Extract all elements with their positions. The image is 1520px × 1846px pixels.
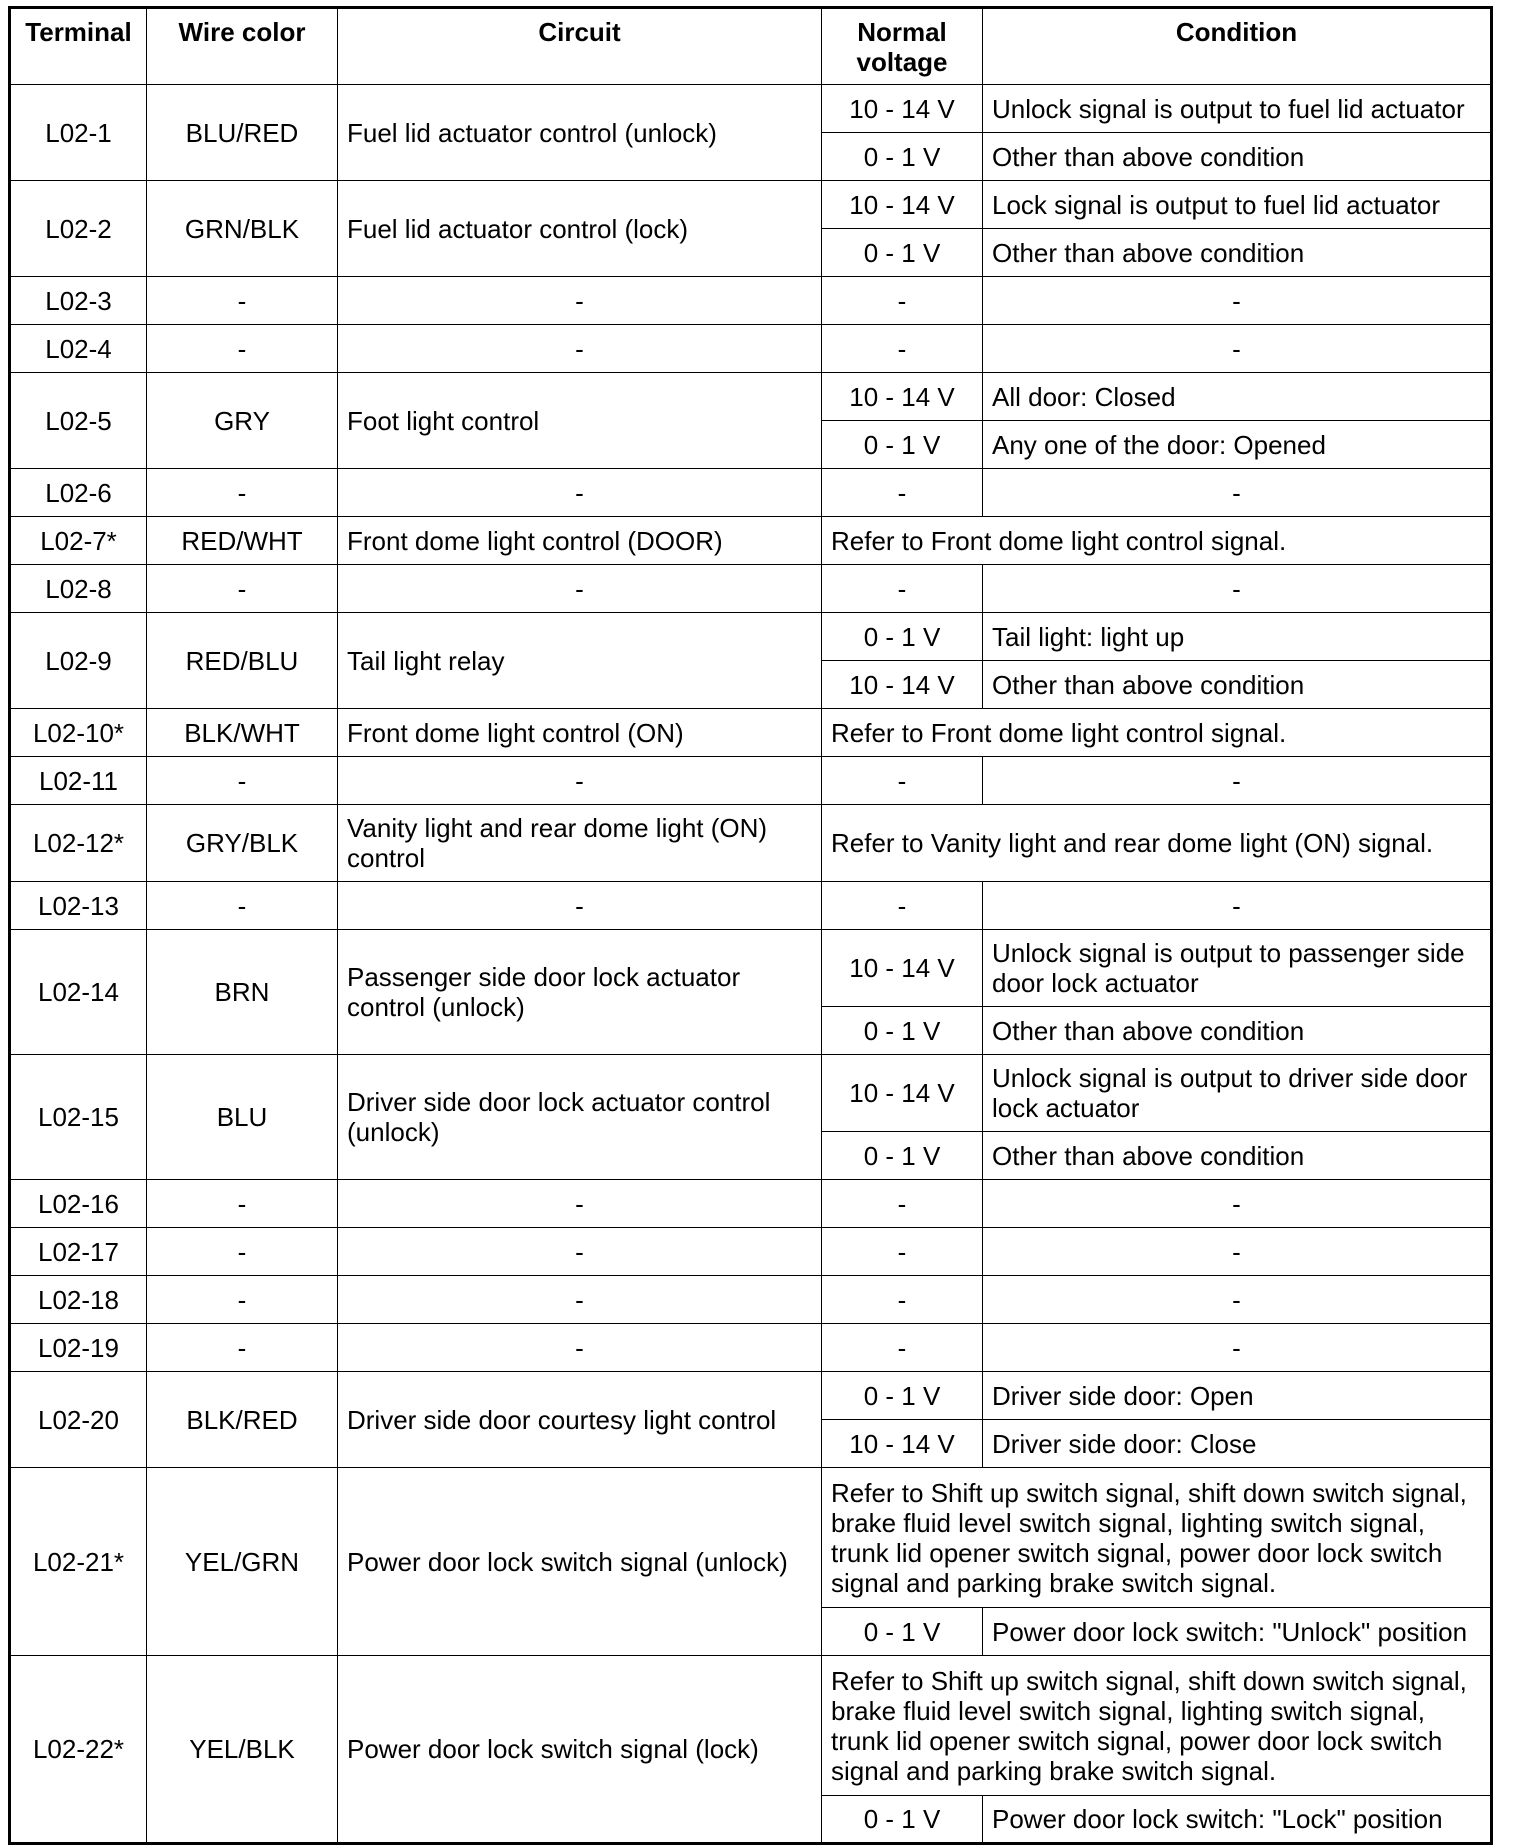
refer-cell: Refer to Shift up switch signal, shift down switch signal, brake fluid level switch signal, lighting switch signal, trunk lid opener switch signal, power door lock switch signal and parking brake switch signal. bbox=[822, 1656, 1492, 1796]
wire-color-cell: GRN/BLK bbox=[147, 181, 338, 277]
voltage-cell: 0 - 1 V bbox=[822, 133, 983, 181]
terminal-cell: L02-15 bbox=[10, 1055, 147, 1180]
condition-cell: Driver side door: Open bbox=[983, 1372, 1492, 1420]
wire-color-cell: - bbox=[147, 1324, 338, 1372]
wire-color-cell: BLK/WHT bbox=[147, 709, 338, 757]
terminal-cell: L02-11 bbox=[10, 757, 147, 805]
wire-color-cell: - bbox=[147, 1180, 338, 1228]
table-row bbox=[10, 1656, 1492, 1796]
condition-cell: Other than above condition bbox=[983, 133, 1492, 181]
table-row bbox=[10, 373, 1492, 421]
voltage-cell: 10 - 14 V bbox=[822, 181, 983, 229]
table-row bbox=[10, 277, 1492, 325]
header-circuit: Circuit bbox=[338, 8, 822, 85]
voltage-cell: 10 - 14 V bbox=[822, 930, 983, 1007]
circuit-cell: - bbox=[338, 882, 822, 930]
table-row bbox=[10, 757, 1492, 805]
circuit-cell: - bbox=[338, 1228, 822, 1276]
header-condition: Condition bbox=[983, 8, 1492, 85]
voltage-cell: 0 - 1 V bbox=[822, 1007, 983, 1055]
wire-color-cell: BLK/RED bbox=[147, 1372, 338, 1468]
circuit-cell: Driver side door lock actuator control (unlock) bbox=[338, 1055, 822, 1180]
voltage-cell: - bbox=[822, 325, 983, 373]
condition-cell: - bbox=[983, 1324, 1492, 1372]
terminal-cell: L02-4 bbox=[10, 325, 147, 373]
table-row bbox=[10, 181, 1492, 229]
terminal-cell: L02-14 bbox=[10, 930, 147, 1055]
voltage-cell: - bbox=[822, 277, 983, 325]
voltage-cell: - bbox=[822, 1180, 983, 1228]
terminal-cell: L02-18 bbox=[10, 1276, 147, 1324]
condition-cell: - bbox=[983, 565, 1492, 613]
condition-cell: Driver side door: Close bbox=[983, 1420, 1492, 1468]
condition-cell: All door: Closed bbox=[983, 373, 1492, 421]
wire-color-cell: - bbox=[147, 1228, 338, 1276]
table-row bbox=[10, 1372, 1492, 1420]
terminal-cell: L02-16 bbox=[10, 1180, 147, 1228]
voltage-cell: - bbox=[822, 1324, 983, 1372]
condition-cell: - bbox=[983, 1228, 1492, 1276]
voltage-cell: 0 - 1 V bbox=[822, 1372, 983, 1420]
terminal-cell: L02-22* bbox=[10, 1656, 147, 1844]
table-row bbox=[10, 882, 1492, 930]
table-row bbox=[10, 613, 1492, 661]
voltage-cell: 0 - 1 V bbox=[822, 613, 983, 661]
voltage-cell: 10 - 14 V bbox=[822, 373, 983, 421]
table-row bbox=[10, 565, 1492, 613]
wire-color-cell: BRN bbox=[147, 930, 338, 1055]
terminal-cell: L02-13 bbox=[10, 882, 147, 930]
header-wire-color: Wire color bbox=[147, 8, 338, 85]
refer-cell: Refer to Vanity light and rear dome light (ON) signal. bbox=[822, 805, 1492, 882]
table-row bbox=[10, 805, 1492, 882]
circuit-cell: - bbox=[338, 469, 822, 517]
table-row bbox=[10, 85, 1492, 133]
circuit-cell: - bbox=[338, 1180, 822, 1228]
wire-color-cell: - bbox=[147, 565, 338, 613]
voltage-cell: 0 - 1 V bbox=[822, 229, 983, 277]
condition-cell: Tail light: light up bbox=[983, 613, 1492, 661]
circuit-cell: Passenger side door lock actuator control (unlock) bbox=[338, 930, 822, 1055]
circuit-cell: Fuel lid actuator control (lock) bbox=[338, 181, 822, 277]
terminal-cell: L02-19 bbox=[10, 1324, 147, 1372]
refer-cell: Refer to Front dome light control signal. bbox=[822, 709, 1492, 757]
terminal-cell: L02-9 bbox=[10, 613, 147, 709]
table-row bbox=[10, 1055, 1492, 1132]
circuit-cell: Driver side door courtesy light control bbox=[338, 1372, 822, 1468]
header-terminal: Terminal bbox=[10, 8, 147, 85]
voltage-cell: - bbox=[822, 757, 983, 805]
voltage-cell: - bbox=[822, 1228, 983, 1276]
terminal-table bbox=[8, 6, 1493, 1845]
condition-cell: Unlock signal is output to driver side door lock actuator bbox=[983, 1055, 1492, 1132]
table-row bbox=[10, 517, 1492, 565]
table-row bbox=[10, 930, 1492, 1007]
wire-color-cell: - bbox=[147, 277, 338, 325]
condition-cell: Power door lock switch: "Lock" position bbox=[983, 1796, 1492, 1844]
wire-color-cell: RED/WHT bbox=[147, 517, 338, 565]
circuit-cell: Power door lock switch signal (unlock) bbox=[338, 1468, 822, 1656]
terminal-cell: L02-2 bbox=[10, 181, 147, 277]
voltage-cell: 10 - 14 V bbox=[822, 1420, 983, 1468]
circuit-cell: - bbox=[338, 277, 822, 325]
terminal-cell: L02-21* bbox=[10, 1468, 147, 1656]
terminal-cell: L02-10* bbox=[10, 709, 147, 757]
voltage-cell: - bbox=[822, 1276, 983, 1324]
terminal-cell: L02-3 bbox=[10, 277, 147, 325]
circuit-cell: - bbox=[338, 757, 822, 805]
table-row bbox=[10, 325, 1492, 373]
circuit-cell: - bbox=[338, 325, 822, 373]
wire-color-cell: BLU bbox=[147, 1055, 338, 1180]
condition-cell: Any one of the door: Opened bbox=[983, 421, 1492, 469]
terminal-cell: L02-17 bbox=[10, 1228, 147, 1276]
table-row bbox=[10, 1468, 1492, 1608]
terminal-cell: L02-12* bbox=[10, 805, 147, 882]
wire-color-cell: - bbox=[147, 757, 338, 805]
refer-cell: Refer to Front dome light control signal. bbox=[822, 517, 1492, 565]
terminal-cell: L02-20 bbox=[10, 1372, 147, 1468]
voltage-cell: - bbox=[822, 469, 983, 517]
voltage-cell: 0 - 1 V bbox=[822, 1796, 983, 1844]
circuit-cell: - bbox=[338, 1324, 822, 1372]
header-normal-voltage: Normal voltage bbox=[822, 8, 983, 85]
condition-cell: - bbox=[983, 325, 1492, 373]
condition-cell: Unlock signal is output to passenger side door lock actuator bbox=[983, 930, 1492, 1007]
table-row bbox=[10, 709, 1492, 757]
terminal-cell: L02-7* bbox=[10, 517, 147, 565]
condition-cell: Unlock signal is output to fuel lid actuator bbox=[983, 85, 1492, 133]
condition-cell: - bbox=[983, 1276, 1492, 1324]
table-row bbox=[10, 1276, 1492, 1324]
wire-color-cell: YEL/BLK bbox=[147, 1656, 338, 1844]
circuit-cell: Power door lock switch signal (lock) bbox=[338, 1656, 822, 1844]
terminal-cell: L02-8 bbox=[10, 565, 147, 613]
condition-cell: Lock signal is output to fuel lid actuator bbox=[983, 181, 1492, 229]
wire-color-cell: GRY bbox=[147, 373, 338, 469]
wire-color-cell: BLU/RED bbox=[147, 85, 338, 181]
circuit-cell: Fuel lid actuator control (unlock) bbox=[338, 85, 822, 181]
circuit-cell: Foot light control bbox=[338, 373, 822, 469]
circuit-cell: Tail light relay bbox=[338, 613, 822, 709]
voltage-cell: 10 - 14 V bbox=[822, 661, 983, 709]
header-row bbox=[10, 8, 1492, 85]
wire-color-cell: GRY/BLK bbox=[147, 805, 338, 882]
condition-cell: - bbox=[983, 882, 1492, 930]
wire-color-cell: - bbox=[147, 882, 338, 930]
circuit-cell: Front dome light control (ON) bbox=[338, 709, 822, 757]
condition-cell: - bbox=[983, 277, 1492, 325]
wire-color-cell: RED/BLU bbox=[147, 613, 338, 709]
wire-color-cell: - bbox=[147, 469, 338, 517]
condition-cell: Other than above condition bbox=[983, 229, 1492, 277]
wire-color-cell: - bbox=[147, 1276, 338, 1324]
table-row bbox=[10, 1228, 1492, 1276]
condition-cell: Other than above condition bbox=[983, 1007, 1492, 1055]
table-row bbox=[10, 469, 1492, 517]
terminal-cell: L02-5 bbox=[10, 373, 147, 469]
circuit-cell: Vanity light and rear dome light (ON) control bbox=[338, 805, 822, 882]
condition-cell: - bbox=[983, 1180, 1492, 1228]
condition-cell: Power door lock switch: "Unlock" position bbox=[983, 1608, 1492, 1656]
circuit-cell: Front dome light control (DOOR) bbox=[338, 517, 822, 565]
voltage-cell: - bbox=[822, 565, 983, 613]
table-row bbox=[10, 1180, 1492, 1228]
voltage-cell: 10 - 14 V bbox=[822, 1055, 983, 1132]
wire-color-cell: YEL/GRN bbox=[147, 1468, 338, 1656]
condition-cell: Other than above condition bbox=[983, 1132, 1492, 1180]
circuit-cell: - bbox=[338, 1276, 822, 1324]
voltage-cell: 10 - 14 V bbox=[822, 85, 983, 133]
voltage-cell: 0 - 1 V bbox=[822, 1608, 983, 1656]
refer-cell: Refer to Shift up switch signal, shift down switch signal, brake fluid level switch signal, lighting switch signal, trunk lid opener switch signal, power door lock switch signal and parking brake switch signal. bbox=[822, 1468, 1492, 1608]
table-row bbox=[10, 1324, 1492, 1372]
condition-cell: - bbox=[983, 469, 1492, 517]
voltage-cell: - bbox=[822, 882, 983, 930]
voltage-cell: 0 - 1 V bbox=[822, 421, 983, 469]
terminal-cell: L02-6 bbox=[10, 469, 147, 517]
circuit-cell: - bbox=[338, 565, 822, 613]
terminal-cell: L02-1 bbox=[10, 85, 147, 181]
voltage-cell: 0 - 1 V bbox=[822, 1132, 983, 1180]
wire-color-cell: - bbox=[147, 325, 338, 373]
condition-cell: Other than above condition bbox=[983, 661, 1492, 709]
condition-cell: - bbox=[983, 757, 1492, 805]
